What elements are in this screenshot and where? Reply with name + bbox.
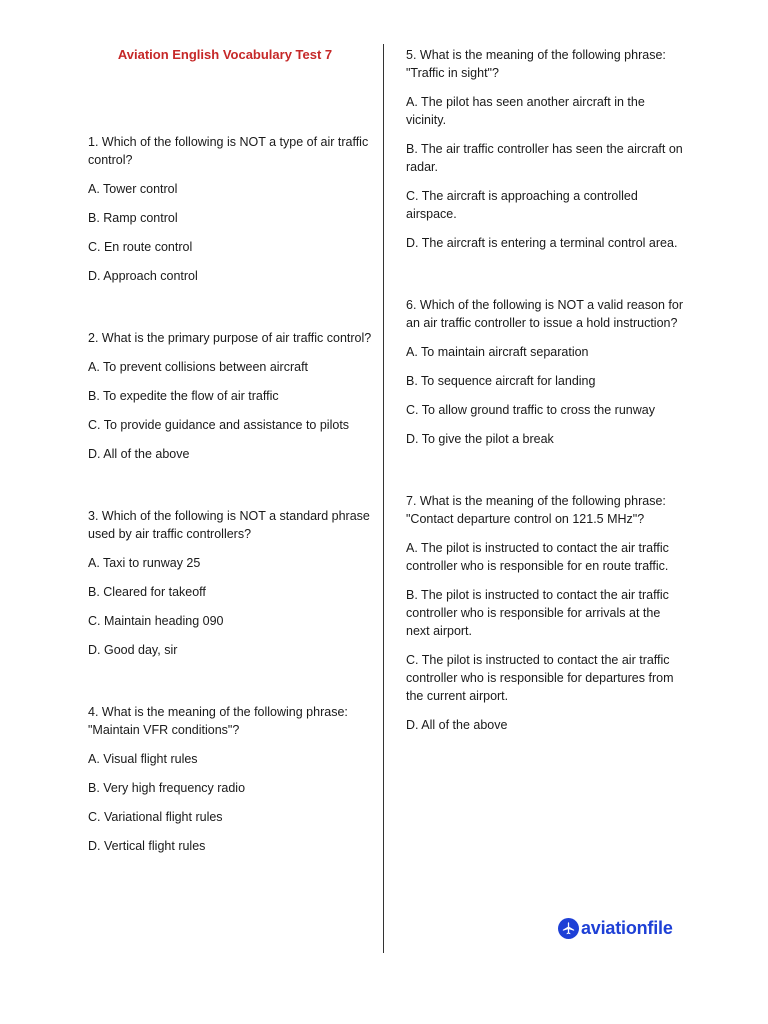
question-stem: 2. What is the primary purpose of air traffic control? xyxy=(88,331,372,345)
question-stem: 1. Which of the following is NOT a type of air traffic control? xyxy=(88,135,369,167)
answer-option: D. Vertical flight rules xyxy=(88,839,206,853)
question-stem: 3. Which of the following is NOT a standard phrase used by air traffic controllers? xyxy=(88,509,370,541)
answer-option: C. To provide guidance and assistance to pilots xyxy=(88,418,350,432)
brand-logo xyxy=(558,918,673,939)
question-stem: 6. Which of the following is NOT a valid reason for an air traffic controller to issue a hold instruction? xyxy=(406,298,683,330)
right-column xyxy=(406,46,686,778)
question-7 xyxy=(406,492,686,734)
answer-option: D. To give the pilot a break xyxy=(406,432,554,446)
brand-name: aviationfile xyxy=(581,918,673,938)
question-5 xyxy=(406,46,686,252)
answer-option: B. Ramp control xyxy=(88,211,178,225)
answer-option: D. Approach control xyxy=(88,269,198,283)
answer-option: B. Very high frequency radio xyxy=(88,781,246,795)
page-title: Aviation English Vocabulary Test 7 xyxy=(117,47,333,62)
answer-option: C. To allow ground traffic to cross the runway xyxy=(406,403,655,417)
question-6 xyxy=(406,296,686,448)
answer-option: D. All of the above xyxy=(406,718,508,732)
answer-option: D. The aircraft is entering a terminal control area. xyxy=(406,236,678,250)
answer-option: C. The pilot is instructed to contact the air traffic controller who is responsible for departures from the current airport. xyxy=(406,653,674,703)
answer-option: C. Variational flight rules xyxy=(88,810,223,824)
airplane-icon xyxy=(558,918,579,939)
column-divider xyxy=(383,44,384,953)
question-stem: 7. What is the meaning of the following phrase: "Contact departure control on 121.5 MHz"? xyxy=(406,494,666,526)
question-4 xyxy=(88,703,378,855)
question-1 xyxy=(88,133,378,285)
answer-option: B. The air traffic controller has seen the aircraft on radar. xyxy=(406,142,683,174)
answer-option: C. En route control xyxy=(88,240,193,254)
answer-option: D. Good day, sir xyxy=(88,643,178,657)
answer-option: B. The pilot is instructed to contact the air traffic controller who is responsible for arrivals at the next airport. xyxy=(406,588,669,638)
left-column xyxy=(88,133,378,899)
answer-option: C. Maintain heading 090 xyxy=(88,614,224,628)
answer-option: A. The pilot has seen another aircraft in the vicinity. xyxy=(406,95,645,127)
question-2 xyxy=(88,329,378,463)
answer-option: A. The pilot is instructed to contact the air traffic controller who is responsible for en route traffic. xyxy=(406,541,669,573)
answer-option: D. All of the above xyxy=(88,447,190,461)
question-3 xyxy=(88,507,378,659)
answer-option: B. Cleared for takeoff xyxy=(88,585,206,599)
answer-option: C. The aircraft is approaching a controlled airspace. xyxy=(406,189,638,221)
answer-option: A. To prevent collisions between aircraft xyxy=(88,360,309,374)
question-stem: 5. What is the meaning of the following phrase: "Traffic in sight"? xyxy=(406,48,666,80)
answer-option: A. To maintain aircraft separation xyxy=(406,345,589,359)
question-stem: 4. What is the meaning of the following phrase: "Maintain VFR conditions"? xyxy=(88,705,348,737)
answer-option: B. To expedite the flow of air traffic xyxy=(88,389,279,403)
answer-option: A. Taxi to runway 25 xyxy=(88,556,201,570)
answer-option: A. Visual flight rules xyxy=(88,752,198,766)
answer-option: B. To sequence aircraft for landing xyxy=(406,374,596,388)
answer-option: A. Tower control xyxy=(88,182,178,196)
